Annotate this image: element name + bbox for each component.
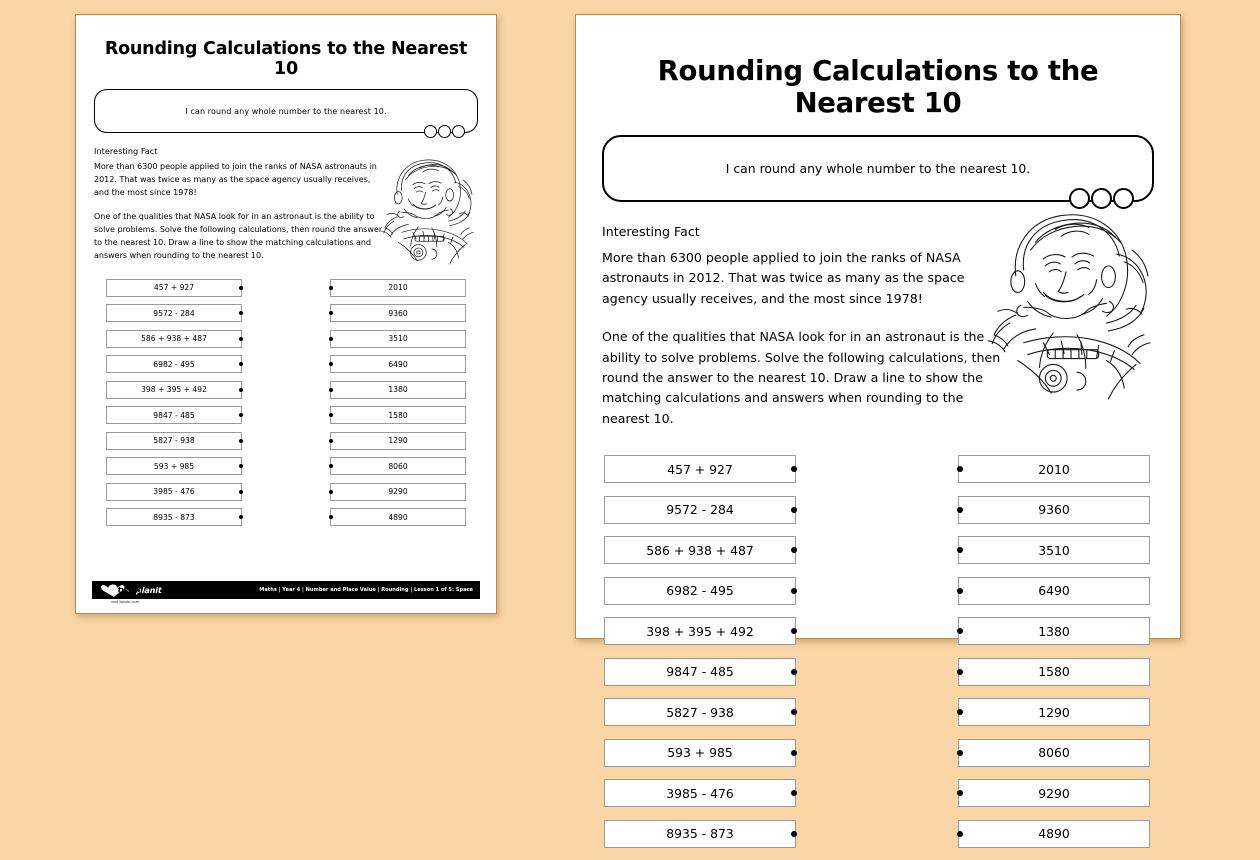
answer-box[interactable] [330, 330, 466, 348]
match-connector-dot-icon[interactable] [957, 466, 963, 472]
answer-text: 9290 [388, 487, 408, 497]
calculation-text: 8935 - 873 [666, 826, 734, 842]
match-connector-dot-icon[interactable] [329, 515, 333, 519]
calculation-text: 9847 - 485 [153, 410, 195, 420]
answer-text: 1380 [1038, 623, 1070, 639]
answers-column [330, 279, 466, 534]
match-connector-dot-icon[interactable] [957, 750, 963, 756]
calculation-box[interactable] [604, 779, 796, 807]
match-connector-dot-icon[interactable] [239, 311, 243, 315]
match-connector-dot-icon[interactable] [791, 750, 797, 756]
answer-box[interactable] [330, 381, 466, 399]
calculation-box[interactable] [106, 304, 242, 322]
answer-box[interactable] [330, 432, 466, 450]
answer-box[interactable] [958, 779, 1150, 807]
matching-activity-enlarged [598, 455, 1158, 860]
planit-wordmark: planit [136, 585, 162, 595]
answer-box[interactable] [330, 304, 466, 322]
answer-box[interactable] [958, 739, 1150, 767]
twinkl-planit-logo[interactable] [99, 583, 162, 604]
calculation-text: 6982 - 495 [153, 359, 195, 369]
calculation-box[interactable] [604, 698, 796, 726]
objective-text-enlarged: I can round any whole number to the nearest 10. [725, 161, 1031, 176]
calculation-text: 586 + 938 + 487 [646, 542, 754, 558]
answer-text: 2010 [1038, 461, 1070, 477]
page-content [76, 15, 496, 613]
answer-text: 1290 [1038, 704, 1070, 720]
answer-text: 3510 [388, 334, 408, 344]
twinkl-wordmark: twinkl [117, 585, 143, 595]
calculation-text: 9847 - 485 [666, 664, 734, 680]
match-connector-dot-icon[interactable] [957, 831, 963, 837]
astronaut-illustration-enlarged [958, 185, 1186, 397]
fact-paragraph-2-enlarged: One of the qualities that NASA look for in an astronaut is the ability to solve problems. Solve the following calculations, then round the answer to the nearest 10. Draw a line to show the matching calculations and answers when rounding to the nearest 10. [602, 329, 1001, 426]
answer-text: 3510 [1038, 542, 1070, 558]
match-connector-dot-icon[interactable] [791, 466, 797, 472]
match-connector-dot-icon[interactable] [957, 588, 963, 594]
calculation-box[interactable] [604, 577, 796, 605]
match-connector-dot-icon[interactable] [239, 464, 243, 468]
answer-text: 8060 [1038, 745, 1070, 761]
calculation-box[interactable] [106, 330, 242, 348]
worksheet-page-thumbnail[interactable] [75, 14, 497, 614]
match-connector-dot-icon[interactable] [329, 362, 333, 366]
calculation-text: 6982 - 495 [666, 583, 734, 599]
match-connector-dot-icon[interactable] [791, 790, 797, 796]
calculation-box[interactable] [106, 381, 242, 399]
calculation-text: 398 + 395 + 492 [646, 623, 754, 639]
answer-box[interactable] [958, 536, 1150, 564]
match-connector-dot-icon[interactable] [791, 507, 797, 513]
calculation-text: 5827 - 938 [153, 436, 195, 446]
answer-text: 6490 [1038, 583, 1070, 599]
answer-box[interactable] [330, 508, 466, 526]
answer-text: 4890 [388, 512, 408, 522]
objective-speech-bubble [94, 89, 478, 133]
match-connector-dot-icon[interactable] [957, 790, 963, 796]
match-connector-dot-icon[interactable] [957, 709, 963, 715]
calculation-box[interactable] [106, 508, 242, 526]
calculation-box[interactable] [604, 658, 796, 686]
calculations-column-enlarged [604, 455, 796, 860]
footer-breadcrumb-meta: Maths | Year 4 | Number and Place Value | Rounding | Lesson 1 of 5: Space [259, 587, 473, 593]
match-connector-dot-icon[interactable] [239, 362, 243, 366]
match-connector-dot-icon[interactable] [239, 337, 243, 341]
answer-box[interactable] [958, 658, 1150, 686]
match-connector-dot-icon[interactable] [957, 547, 963, 553]
answer-text: 9360 [1038, 502, 1070, 518]
answer-box[interactable] [958, 617, 1150, 645]
match-connector-dot-icon[interactable] [239, 490, 243, 494]
match-connector-dot-icon[interactable] [957, 628, 963, 634]
answer-box[interactable] [958, 698, 1150, 726]
page-footer-bar [92, 581, 480, 604]
answer-text: 8060 [388, 461, 408, 471]
match-connector-dot-icon[interactable] [791, 669, 797, 675]
calculation-text: 457 + 927 [667, 461, 733, 477]
answer-text: 4890 [1038, 826, 1070, 842]
page-title: Rounding Calculations to the Nearest 10 [104, 39, 468, 79]
fact-heading-enlarged: Interesting Fact [602, 224, 700, 239]
answer-box[interactable] [330, 355, 466, 373]
calculation-text: 593 + 985 [153, 461, 195, 471]
answer-box[interactable] [958, 455, 1150, 483]
calculation-text: 457 + 927 [153, 283, 195, 293]
match-connector-dot-icon[interactable] [791, 588, 797, 594]
match-connector-dot-icon[interactable] [329, 311, 333, 315]
fact-paragraph-2: One of the qualities that NASA look for in an astronaut is the ability to solve problems. Solve the following calculations, then round the answer to the nearest 10. Draw a line to show the matching calculations and answers when rounding to the nearest 10. [94, 211, 383, 260]
match-connector-dot-icon[interactable] [239, 439, 243, 443]
match-connector-dot-icon[interactable] [329, 464, 333, 468]
page-content-enlarged [576, 15, 1180, 842]
answer-text: 1380 [388, 385, 408, 395]
match-connector-dot-icon[interactable] [791, 547, 797, 553]
match-connector-dot-icon[interactable] [329, 337, 333, 341]
calculation-text: 586 + 938 + 487 [141, 334, 207, 344]
calculation-box[interactable] [106, 432, 242, 450]
calculation-box[interactable] [604, 496, 796, 524]
fact-heading: Interesting Fact [94, 146, 158, 156]
answer-box[interactable] [330, 406, 466, 424]
answer-text: 1580 [1038, 664, 1070, 680]
answer-text: 6490 [388, 359, 408, 369]
match-connector-dot-icon[interactable] [239, 286, 243, 290]
answer-box[interactable] [330, 483, 466, 501]
calculation-box[interactable] [604, 455, 796, 483]
speech-bubble-tail-dots-icon [424, 125, 465, 138]
calculation-text: 3985 - 476 [666, 785, 734, 801]
calculation-box[interactable] [106, 279, 242, 297]
match-connector-dot-icon[interactable] [329, 388, 333, 392]
calculation-box[interactable] [604, 536, 796, 564]
match-connector-dot-icon[interactable] [239, 413, 243, 417]
match-connector-dot-icon[interactable] [239, 515, 243, 519]
calculation-text: 398 + 395 + 492 [141, 385, 207, 395]
worksheet-page-enlarged[interactable] [575, 14, 1181, 842]
answer-text: 1290 [388, 436, 408, 446]
calculation-box[interactable] [106, 355, 242, 373]
answer-text: 9360 [388, 308, 408, 318]
calculation-text: 9572 - 284 [666, 502, 734, 518]
calculations-column [106, 279, 242, 534]
match-connector-dot-icon[interactable] [791, 628, 797, 634]
fact-paragraph-1-enlarged: More than 6300 people applied to join the ranks of NASA astronauts in 2012. That was twice as many as the space agency usually receives, and the most since 1978! [602, 250, 965, 306]
answer-box[interactable] [330, 457, 466, 475]
match-connector-dot-icon[interactable] [329, 413, 333, 417]
calculation-text: 593 + 985 [667, 745, 733, 761]
calculation-text: 5827 - 938 [666, 704, 734, 720]
answer-box[interactable] [958, 496, 1150, 524]
fact-paragraph-1: More than 6300 people applied to join the ranks of NASA astronauts in 2012. That was twice as many as the space agency usually receives, and the most since 1978! [94, 162, 377, 197]
calculation-box[interactable] [604, 739, 796, 767]
calculation-text: 9572 - 284 [153, 308, 195, 318]
match-connector-dot-icon[interactable] [791, 831, 797, 837]
visit-url-text: visit twinkl.com [111, 600, 140, 604]
answer-box[interactable] [958, 577, 1150, 605]
calculation-box[interactable] [604, 617, 796, 645]
calculation-text: 8935 - 873 [153, 512, 195, 522]
calculation-box[interactable] [604, 820, 796, 848]
answer-box[interactable] [958, 820, 1150, 848]
matching-activity [92, 279, 480, 534]
match-connector-dot-icon[interactable] [239, 388, 243, 392]
match-connector-dot-icon[interactable] [329, 439, 333, 443]
match-connector-dot-icon[interactable] [329, 286, 333, 290]
answer-text: 1580 [388, 410, 408, 420]
answer-text: 9290 [1038, 785, 1070, 801]
answers-column-enlarged [958, 455, 1150, 860]
match-connector-dot-icon[interactable] [329, 490, 333, 494]
astronaut-illustration [364, 143, 494, 263]
calculation-text: 3985 - 476 [153, 487, 195, 497]
calculation-box[interactable] [106, 457, 242, 475]
answer-text: 2010 [388, 283, 408, 293]
match-connector-dot-icon[interactable] [791, 709, 797, 715]
match-connector-dot-icon[interactable] [957, 669, 963, 675]
calculation-box[interactable] [106, 483, 242, 501]
match-connector-dot-icon[interactable] [957, 507, 963, 513]
page-title-enlarged: Rounding Calculations to the Nearest 10 [657, 55, 1099, 119]
objective-text: I can round any whole number to the nearest 10. [185, 106, 387, 116]
answer-box[interactable] [330, 279, 466, 297]
calculation-box[interactable] [106, 406, 242, 424]
